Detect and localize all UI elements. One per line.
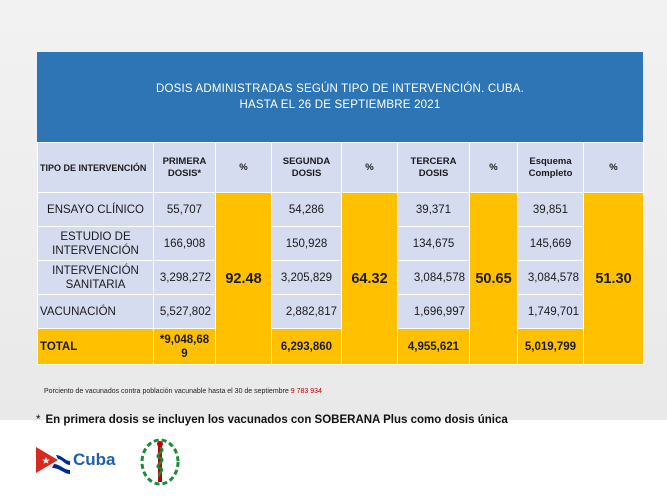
- total-primera: *9,048,68 9: [154, 329, 216, 365]
- header-pct-primera: %: [216, 143, 272, 193]
- total-esquema: 5,019,799: [518, 329, 584, 365]
- table-header-row: [38, 143, 644, 193]
- cell-esquema: 145,669: [518, 227, 584, 261]
- dosis-table: [37, 142, 644, 365]
- header-tercera: TERCERA DOSIS: [398, 143, 470, 193]
- table-row: [38, 295, 644, 329]
- row-label: VACUNACIÓN: [38, 295, 154, 329]
- header-esquema: Esquema Completo: [518, 143, 584, 193]
- cell-esquema: 1,749,701: [518, 295, 584, 329]
- cell-esquema: 39,851: [518, 193, 584, 227]
- cell-tercera: 1,696,997: [398, 295, 470, 329]
- header-pct-tercera: %: [470, 143, 518, 193]
- cell-segunda: 54,286: [272, 193, 342, 227]
- row-label: ENSAYO CLÍNICO: [38, 193, 154, 227]
- table-row: [38, 193, 644, 227]
- cell-segunda: 150,928: [272, 227, 342, 261]
- cell-tercera: 3,084,578: [398, 261, 470, 295]
- cell-tercera: 39,371: [398, 193, 470, 227]
- total-tercera: 4,955,621: [398, 329, 470, 365]
- population-value: 9 783 934: [290, 388, 322, 395]
- medical-emblem-icon: [136, 436, 184, 488]
- total-label: TOTAL: [38, 329, 154, 365]
- cuba-flag-icon: [36, 443, 70, 477]
- row-label: ESTUDIO DE INTERVENCIÓN: [38, 227, 154, 261]
- cell-segunda: 3,205,829: [272, 261, 342, 295]
- cell-primera: 166,908: [154, 227, 216, 261]
- table-row: [38, 227, 644, 261]
- header-pct-segunda: %: [342, 143, 398, 193]
- cell-tercera: 134,675: [398, 227, 470, 261]
- footnote-text: En primera dosis se incluyen los vacunados con SOBERANA Plus como dosis única: [45, 414, 508, 426]
- pct-esquema: 51.30: [584, 193, 644, 365]
- cuba-logo-text: Cuba: [73, 450, 116, 469]
- header-pct-esquema: %: [584, 143, 644, 193]
- cell-segunda: 2,882,817: [272, 295, 342, 329]
- footnote: [36, 414, 508, 426]
- header-segunda: SEGUNDA DOSIS: [272, 143, 342, 193]
- pct-primera: 92.48: [216, 193, 272, 365]
- cell-primera: 5,527,802: [154, 295, 216, 329]
- header-primera: PRIMERA DOSIS*: [154, 143, 216, 193]
- footnote-star: *: [36, 414, 41, 426]
- title-line-1: DOSIS ADMINISTRADAS SEGÚN TIPO DE INTERVENCIÓN. CUBA.: [155, 83, 524, 95]
- cell-esquema: 3,084,578: [518, 261, 584, 295]
- header-tipo: TIPO DE INTERVENCIÓN: [38, 143, 154, 193]
- total-row: [38, 329, 644, 365]
- population-note: Porciento de vacunados contra población vacunable hasta el 30 de septiembre 9 783 934: [44, 388, 322, 395]
- total-segunda: 6,293,860: [272, 329, 342, 365]
- pct-segunda: 64.32: [342, 193, 398, 365]
- title-line-2: HASTA EL 26 DE SEPTIEMBRE 2021: [239, 99, 441, 111]
- title-banner: [37, 52, 643, 142]
- pct-tercera: 50.65: [470, 193, 518, 365]
- cell-primera: 55,707: [154, 193, 216, 227]
- cell-primera: 3,298,272: [154, 261, 216, 295]
- row-label: INTERVENCIÓN SANITARIA: [38, 261, 154, 295]
- table-row: [38, 261, 644, 295]
